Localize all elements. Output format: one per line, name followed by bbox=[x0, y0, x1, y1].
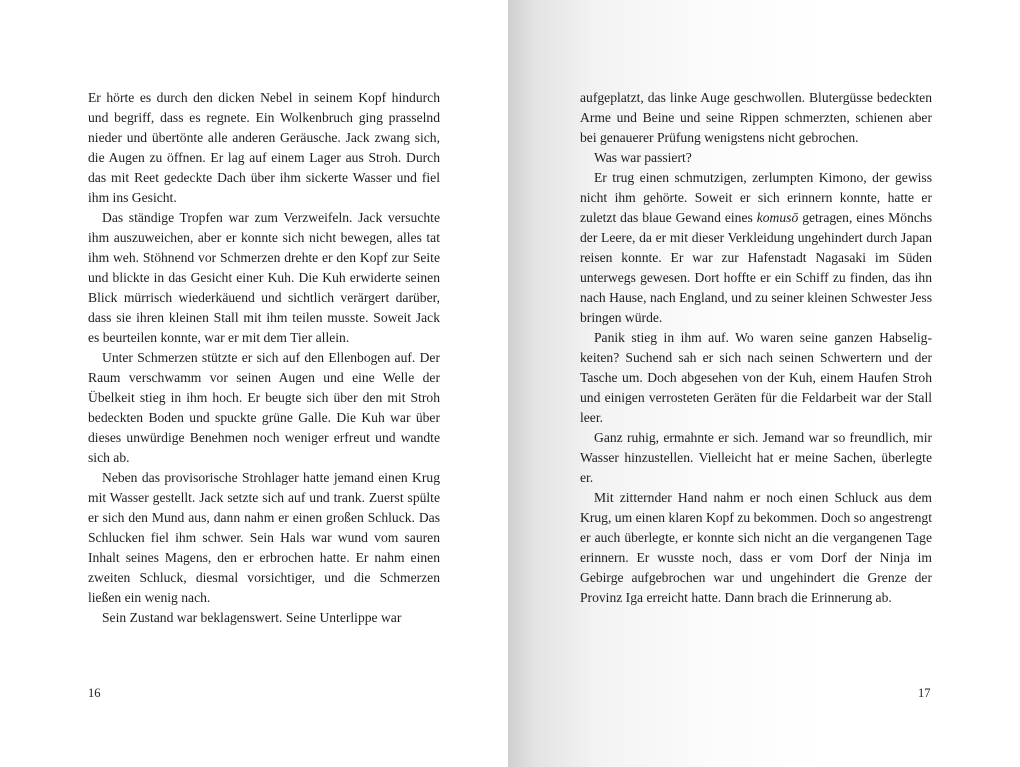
paragraph bbox=[580, 168, 932, 328]
paragraph: Was war passiert? bbox=[594, 150, 692, 165]
right-page-text bbox=[580, 88, 932, 608]
right-page bbox=[508, 0, 1020, 767]
paragraph: aufgeplatzt, das linke Auge geschwollen. Blutergüsse bedeckten Arme und Beine und seine Rippen schmerzten, schienen aber bei genauerer Prüfung wenigstens nicht gebrochen. bbox=[580, 90, 932, 145]
paragraph: Sein Zustand war beklagenswert. Seine Unterlippe war bbox=[102, 610, 402, 625]
paragraph: Das ständige Tropfen war zum Verzweifeln. Jack versuchte ihm auszuweichen, aber er konnte sich nicht bewegen, alles tat ihm weh. Stöhnend vor Schmerzen drehte er den Kopf zur Seite und blickte in das Gesicht einer Kuh. Die Kuh erwiderte seinen Blick mürrisch wiederkäuend und sichtlich verärgert darüber, dass sie ihren kleinen Stall mit ihm teilen musste. Soweit Jack es beurteilen konnte, war er mit dem Tier allein. bbox=[88, 210, 440, 345]
paragraph: Unter Schmerzen stützte er sich auf den Ellenbogen auf. Der Raum verschwamm vor seinen Augen und eine Welle der Übelkeit stieg in ihm hoch. Er beugte sich über den mit Stroh bedeckten Boden und spuckte grüne Galle. Die Kuh war über dieses unwürdige Benehmen noch weniger erfreut und wandte sich ab. bbox=[88, 350, 440, 465]
paragraph: Neben das provisorische Strohlager hatte jemand einen Krug mit Wasser gestellt. Jack setzte sich auf und trank. Zuerst spülte er sich den Mund aus, dann nahm er einen großen Schluck. Das Schlucken fiel ihm schwer. Sein Hals war wund vom sauren Inhalt seines Magens, den er erbrochen hatte. Er nahm einen zweiten Schluck, diesmal vorsichtiger, und die Schmerzen ließen ein wenig nach. bbox=[88, 470, 440, 605]
page-number-right: 17 bbox=[918, 686, 931, 700]
paragraph: Panik stieg in ihm auf. Wo waren seine ganzen Habseligkeiten? Suchend sah er sich nach seinen Schwertern und der Tasche um. Doch abgesehen von der Kuh, einem Haufen Stroh und einigen verrosteten Geräten für die Feldarbeit war der Stall leer. bbox=[580, 330, 932, 425]
left-page bbox=[0, 0, 508, 767]
paragraph-text: getragen, eines Mönchs der Leere, da er mit dieser Verkleidung ungehindert durch Japan reisen konnte. Er war zur Hafenstadt Nagasaki im Süden unterwegs gewesen. Dort hoffte er ein Schiff zu finden, das ihn nach Hause, nach England, und zu seiner kleinen Schwester Jess bringen würde. bbox=[580, 210, 932, 325]
page-number-left: 16 bbox=[88, 686, 101, 700]
italic-term: komusō bbox=[756, 210, 799, 225]
paragraph: Er hörte es durch den dicken Nebel in seinem Kopf hindurch und begriff, dass es regnete. Ein Wolkenbruch ging prasselnd nieder und übertönte alle anderen Geräusche. Jack zwang sich, die Augen zu öffnen. Er lag auf einem Lager aus Stroh. Durch das mit Reet gedeckte Dach über ihm sickerte Wasser und fiel ihm ins Gesicht. bbox=[88, 90, 440, 205]
paragraph: Ganz ruhig, ermahnte er sich. Jemand war so freundlich, mir Wasser hinzustellen. Vielleicht hat er meine Sachen, überlegte er. bbox=[580, 430, 932, 485]
paragraph: Mit zitternder Hand nahm er noch einen Schluck aus dem Krug, um einen klaren Kopf zu bekommen. Doch so angestrengt er auch überlegte, er konnte sich nicht an die vergangenen Tage erinnern. Er wusste noch, dass er vom Dorf der Ninja im Gebirge aufgebrochen war und ungehindert die Grenze der Provinz Iga erreicht hatte. Dann brach die Erinnerung ab. bbox=[580, 490, 932, 605]
paragraph-text: Er trug einen schmutzigen, zerlumpten Kimono, der gewiss nicht ihm gehörte. Soweit er sich erinnern konnte, hatte er zuletzt das blaue Gewand eines bbox=[580, 170, 932, 225]
left-page-text bbox=[88, 88, 440, 628]
